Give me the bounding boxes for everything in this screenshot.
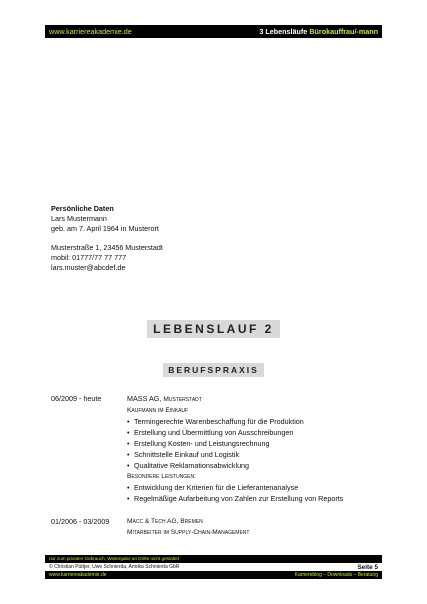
footer-site-link[interactable]: www.karriereakademie.de [49,572,107,578]
header-site-link[interactable]: www.karriereakademie.de [49,27,132,36]
header-bar [45,25,382,38]
entry-tasks-list [127,416,397,471]
personal-email: lars.muster@abcdef.de [51,263,126,272]
personal-address: Musterstraße 1, 23456 Musterstadt [51,243,163,252]
header-title [259,27,378,36]
cv-title-text: LEBENSLAUF 2 [147,320,280,338]
footer-copyright: © Christian Püttjer, Uwe Schnierda, Annika Schnierda GbR [49,564,180,570]
header-title-highlight: Bürokauffrau/-mann [309,27,378,36]
list-item: • Schnittstelle Einkauf und Logistik [127,450,240,459]
entry-date: 06/2009 - heute [51,394,102,403]
header-title-prefix: 3 Lebensläufe [259,27,310,36]
list-item: • Erstellung und Übermittlung von Ausschreibungen [127,428,294,437]
list-item: • Qualitative Reklamationsabwicklung [127,461,250,470]
entry-date: 01/2006 - 03/2009 [51,517,110,526]
footer-note: nur zum privaten Gebrauch, Weitergabe an Dritte nicht gestattet [45,555,382,563]
entry-role: Mitarbeiter im Supply-Chain-Management [127,529,250,536]
entry-company-city: Musterstadt [163,396,202,403]
list-item: • Termingerechte Warenbeschaffung für die Produktion [127,417,304,426]
list-item: • Regelmäßige Aufarbeitung von Zahlen zur Erstellung von Reports [127,494,344,503]
personal-mobile: mobil: 01777/77 77 777 [51,253,127,262]
footer-tagline: Karriereblog – Downloads – Beratung [294,572,378,578]
page-number: Seite 5 [357,563,378,571]
entry-role: Kaufmann im Einkauf [127,407,189,414]
personal-heading: Persönliche Daten [51,204,114,213]
list-item: • Erstellung Kosten- und Leistungsrechnung [127,439,270,448]
personal-name: Lars Mustermann [51,214,107,223]
personal-data-block [51,204,163,273]
personal-birth: geb. am 7. April 1964 in Musterort [51,224,159,233]
entry-company: MASS AG, Musterstadt [127,394,202,403]
entry-achievements-list [127,482,397,504]
footer-bottom-bar [45,571,382,579]
footer-copyright-bar [45,563,382,571]
entry-subhead: Besondere Leistungen: [127,473,196,480]
cv-title [0,320,427,338]
entry-company: Macc & Tech AG, Bremen [127,518,203,525]
section-title-text: BERUFSPRAXIS [163,363,264,377]
list-item: • Entwicklung der Kriterien für die Lieferantenanalyse [127,483,299,492]
section-title [0,360,427,378]
